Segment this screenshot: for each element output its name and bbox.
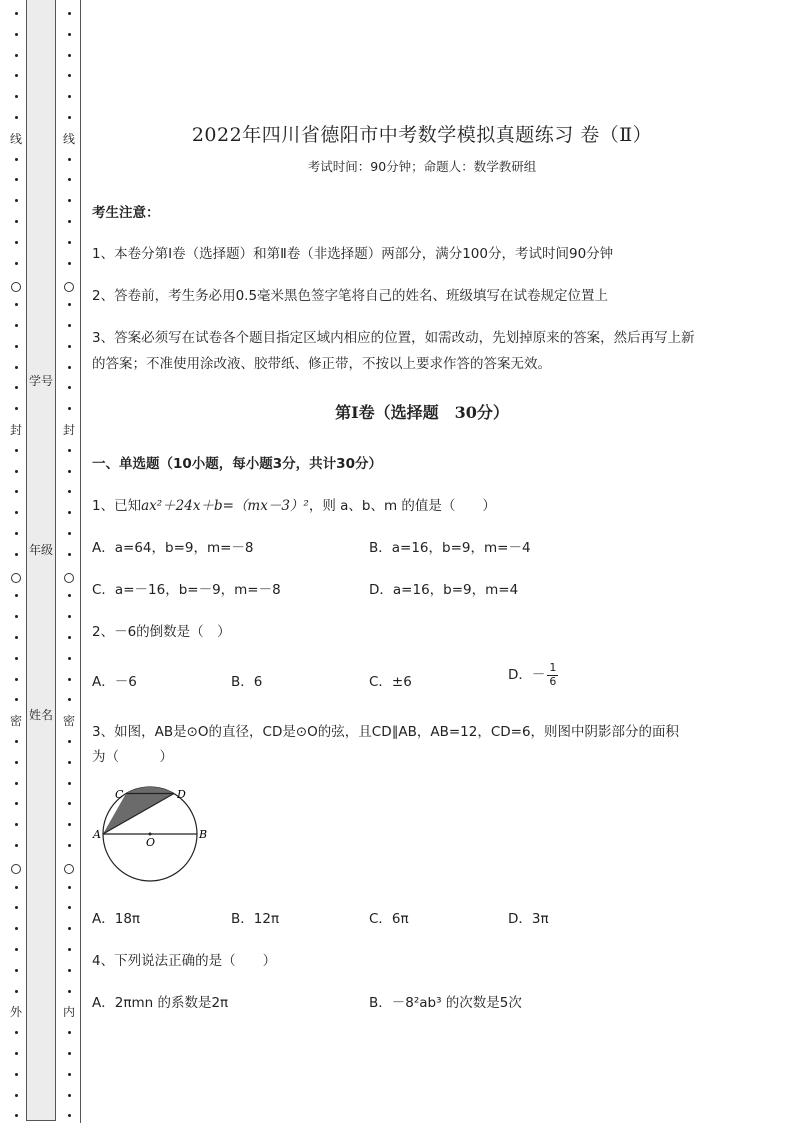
question-2-option-d-prefix: D．－ bbox=[508, 667, 546, 684]
binding-dot bbox=[15, 636, 18, 639]
binding-dot bbox=[15, 490, 18, 493]
notice-item: 2、答卷前，考生务必用0.5毫米黑色签字笔将自己的姓名、班级填写在试卷规定位置上 bbox=[92, 288, 609, 304]
binding-dot bbox=[15, 241, 18, 244]
binding-dot bbox=[68, 199, 71, 202]
binding-dot bbox=[15, 532, 18, 535]
binding-dot bbox=[68, 490, 71, 493]
binding-dot bbox=[15, 74, 18, 77]
binding-dot bbox=[15, 657, 18, 660]
binding-dot bbox=[68, 553, 71, 556]
binding-dot bbox=[68, 636, 71, 639]
binding-dot bbox=[68, 303, 71, 306]
student-id-label: 学号 bbox=[28, 374, 53, 388]
binding-dot bbox=[15, 366, 18, 369]
binding-dot bbox=[15, 407, 18, 410]
student-info-strip bbox=[26, 0, 56, 1121]
binding-dot bbox=[68, 158, 71, 161]
question-3-option-b: B．12π bbox=[231, 911, 280, 927]
outer-binding-rail bbox=[6, 0, 26, 1123]
page-title: 2022年四川省德阳市中考数学模拟真题练习 卷（Ⅱ） bbox=[191, 124, 653, 146]
question-1-option-c: C．a=－16，b=－9，m=－8 bbox=[92, 582, 281, 598]
binding-dot bbox=[15, 906, 18, 909]
binding-dot bbox=[15, 324, 18, 327]
binding-dot bbox=[15, 54, 18, 57]
binding-dot bbox=[15, 511, 18, 514]
binding-dot bbox=[15, 386, 18, 389]
question-4-option-b: B．－8²ab³ 的次数是5次 bbox=[369, 995, 522, 1011]
binding-dot bbox=[15, 698, 18, 701]
binding-hole-circle bbox=[11, 864, 21, 874]
binding-marker-text: 线 bbox=[62, 132, 76, 146]
question-2-option-d bbox=[508, 662, 558, 688]
binding-dot bbox=[15, 95, 18, 98]
binding-dot bbox=[15, 262, 18, 265]
binding-dot bbox=[68, 1031, 71, 1034]
binding-dot bbox=[15, 116, 18, 119]
binding-dot bbox=[68, 470, 71, 473]
question-3-stem-continued: 为（ ） bbox=[92, 749, 173, 765]
binding-dot bbox=[15, 449, 18, 452]
binding-dot bbox=[15, 615, 18, 618]
binding-marker-text: 外 bbox=[9, 1005, 23, 1019]
binding-dot bbox=[15, 553, 18, 556]
binding-dot bbox=[68, 54, 71, 57]
grade-label: 年级 bbox=[28, 543, 53, 557]
binding-dot bbox=[68, 95, 71, 98]
binding-dot bbox=[68, 782, 71, 785]
binding-dot bbox=[68, 615, 71, 618]
binding-dot bbox=[15, 740, 18, 743]
binding-dot bbox=[68, 761, 71, 764]
binding-dot bbox=[68, 927, 71, 930]
binding-dot bbox=[15, 761, 18, 764]
binding-dot bbox=[15, 927, 18, 930]
question-1-expression: ax²＋24x＋b=（mx－3）² bbox=[141, 498, 309, 514]
binding-dot bbox=[68, 511, 71, 514]
binding-dot bbox=[15, 33, 18, 36]
question-4-stem: 4、下列说法正确的是（ ） bbox=[92, 953, 277, 969]
binding-marker-text: 密 bbox=[9, 714, 23, 728]
binding-marker-text: 密 bbox=[62, 714, 76, 728]
question-1-stem bbox=[92, 494, 496, 514]
fraction-numerator: 1 bbox=[549, 661, 557, 674]
binding-dot bbox=[15, 12, 18, 15]
binding-dot bbox=[15, 1073, 18, 1076]
binding-dot bbox=[68, 532, 71, 535]
binding-dot bbox=[15, 782, 18, 785]
binding-hole-circle bbox=[64, 864, 74, 874]
binding-dot bbox=[68, 366, 71, 369]
binding-dot bbox=[68, 1094, 71, 1097]
binding-dot bbox=[15, 990, 18, 993]
binding-dot bbox=[68, 1073, 71, 1076]
binding-dot bbox=[15, 303, 18, 306]
question-2-option-a: A．－6 bbox=[92, 674, 137, 690]
inner-binding-rail bbox=[54, 0, 81, 1123]
question-3-stem: 3、如图，AB是⊙O的直径，CD是⊙O的弦，且CD∥AB，AB=12，CD=6，则图中阴影部分的面积 bbox=[92, 724, 680, 740]
binding-marker-text: 封 bbox=[9, 423, 23, 437]
binding-dot bbox=[68, 386, 71, 389]
binding-dot bbox=[15, 823, 18, 826]
question-3-option-a: A．18π bbox=[92, 911, 141, 927]
binding-dot bbox=[15, 178, 18, 181]
binding-hole-circle bbox=[64, 282, 74, 292]
question-1-suffix: ，则 a、b、m 的值是（ ） bbox=[308, 498, 496, 514]
binding-dot bbox=[68, 594, 71, 597]
question-3-option-c: C．6π bbox=[369, 911, 409, 927]
binding-dot bbox=[68, 823, 71, 826]
name-label: 姓名 bbox=[28, 708, 53, 722]
binding-dot bbox=[15, 678, 18, 681]
binding-dot bbox=[68, 802, 71, 805]
question-4-option-a: A．2πmn 的系数是2π bbox=[92, 995, 229, 1011]
binding-dot bbox=[15, 594, 18, 597]
binding-dot bbox=[68, 657, 71, 660]
binding-marker-text: 内 bbox=[62, 1005, 76, 1019]
binding-dot bbox=[15, 1094, 18, 1097]
binding-dot bbox=[15, 844, 18, 847]
binding-dot bbox=[68, 33, 71, 36]
notice-item: 3、答案必须写在试卷各个题目指定区域内相应的位置，如需改动，先划掉原来的答案，然后再写上新 bbox=[92, 330, 695, 346]
label-a: A bbox=[93, 828, 101, 841]
binding-dot bbox=[68, 74, 71, 77]
binding-dot bbox=[68, 844, 71, 847]
binding-dot bbox=[68, 449, 71, 452]
binding-dot bbox=[68, 1114, 71, 1117]
binding-dot bbox=[15, 1114, 18, 1117]
question-1-option-b: B．a=16，b=9，m=－4 bbox=[369, 540, 531, 556]
binding-hole-circle bbox=[11, 282, 21, 292]
binding-dot bbox=[15, 969, 18, 972]
binding-dot bbox=[68, 407, 71, 410]
binding-dot bbox=[68, 262, 71, 265]
page-subtitle: 考试时间：90分钟；命题人：数学教研组 bbox=[307, 159, 537, 174]
binding-dot bbox=[68, 12, 71, 15]
binding-dot bbox=[68, 678, 71, 681]
binding-dot bbox=[68, 990, 71, 993]
notice-item-continued: 的答案；不准使用涂改液、胶带纸、修正带，不按以上要求作答的答案无效。 bbox=[92, 356, 551, 372]
question-1-option-a: A．a=64，b=9，m=－8 bbox=[92, 540, 254, 556]
part-one-title: 第Ⅰ卷（选择题 30分） bbox=[335, 403, 509, 422]
label-b: B bbox=[199, 828, 208, 841]
binding-dot bbox=[15, 345, 18, 348]
binding-dot bbox=[68, 116, 71, 119]
binding-dot bbox=[68, 324, 71, 327]
binding-dot bbox=[15, 220, 18, 223]
binding-dot bbox=[68, 178, 71, 181]
binding-dot bbox=[15, 802, 18, 805]
circle-diagram bbox=[92, 786, 222, 886]
section-heading: 一、单选题（10小题，每小题3分，共计30分） bbox=[92, 456, 382, 472]
binding-marker-text: 线 bbox=[9, 132, 23, 146]
question-2-option-b: B．6 bbox=[231, 674, 263, 690]
question-1-prefix: 1、已知 bbox=[92, 498, 142, 514]
binding-dot bbox=[15, 948, 18, 951]
binding-marker-text: 封 bbox=[62, 423, 76, 437]
label-o: O bbox=[146, 836, 156, 849]
binding-dot bbox=[68, 906, 71, 909]
notice-item: 1、本卷分第Ⅰ卷（选择题）和第Ⅱ卷（非选择题）两部分，满分100分，考试时间90分钟 bbox=[92, 246, 614, 262]
binding-dot bbox=[68, 969, 71, 972]
binding-dot bbox=[68, 1052, 71, 1055]
notice-heading: 考生注意： bbox=[92, 205, 160, 221]
binding-dot bbox=[15, 470, 18, 473]
binding-hole-circle bbox=[11, 573, 21, 583]
question-3-option-d: D．3π bbox=[508, 911, 549, 927]
binding-dot bbox=[68, 886, 71, 889]
fraction-denominator: 6 bbox=[549, 674, 557, 688]
binding-dot bbox=[68, 948, 71, 951]
fraction bbox=[547, 662, 558, 688]
label-d: D bbox=[177, 788, 186, 801]
binding-dot bbox=[15, 886, 18, 889]
shaded-segment bbox=[126, 787, 174, 794]
binding-dot bbox=[15, 1052, 18, 1055]
binding-dot bbox=[68, 698, 71, 701]
label-c: C bbox=[115, 788, 124, 801]
question-1-option-d: D．a=16，b=9，m=4 bbox=[369, 582, 519, 598]
binding-dot bbox=[68, 220, 71, 223]
binding-dot bbox=[15, 1031, 18, 1034]
binding-dot bbox=[68, 740, 71, 743]
binding-dot bbox=[15, 158, 18, 161]
binding-hole-circle bbox=[64, 573, 74, 583]
binding-dot bbox=[68, 345, 71, 348]
binding-dot bbox=[68, 241, 71, 244]
binding-dot bbox=[15, 199, 18, 202]
question-2-stem: 2、－6的倒数是（ ） bbox=[92, 624, 231, 640]
question-2-option-c: C．±6 bbox=[369, 674, 412, 690]
